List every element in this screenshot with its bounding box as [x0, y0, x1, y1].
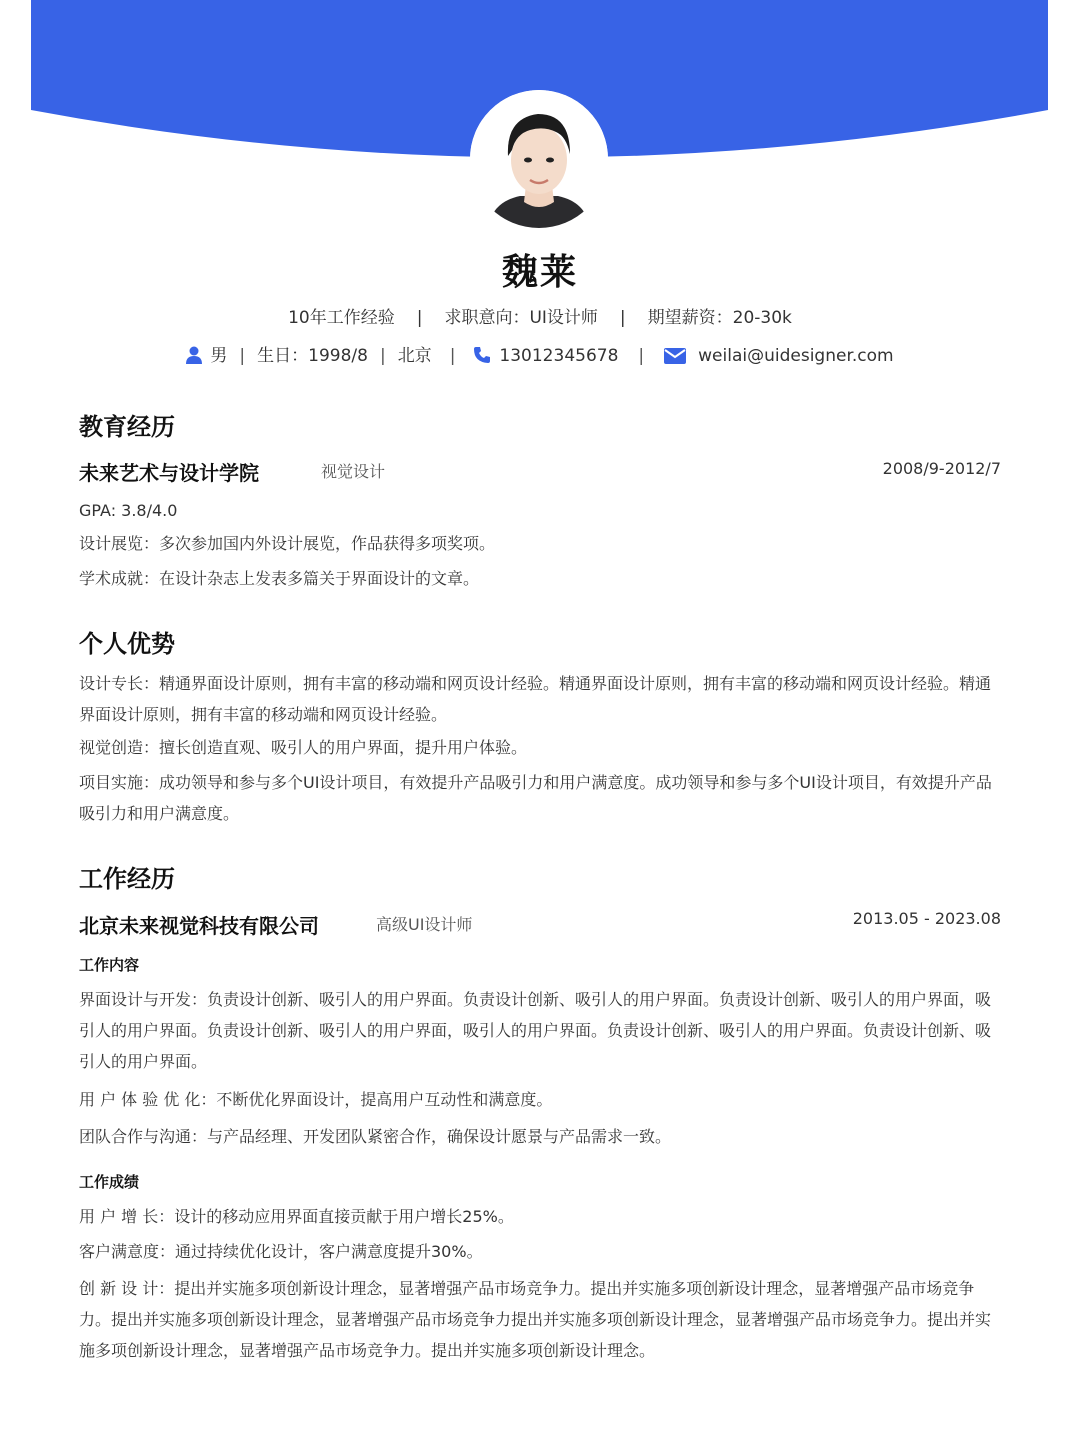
gender: 男 — [210, 346, 228, 366]
expected-salary: 期望薪资：20-30k — [647, 308, 792, 328]
person-icon — [186, 346, 202, 369]
work-heading: 工作经历 — [79, 865, 175, 893]
major: 视觉设计 — [321, 462, 386, 481]
experience-years: 10年工作经验 — [288, 308, 395, 328]
education-date: 2008/9-2012/7 — [882, 459, 1001, 478]
divider: | — [379, 346, 386, 366]
position: 高级UI设计师 — [376, 915, 473, 934]
school-name: 未来艺术与设计学院 — [79, 461, 259, 485]
company-name: 北京未来视觉科技有限公司 — [79, 914, 319, 938]
divider: | — [619, 308, 626, 328]
phone-icon — [473, 346, 491, 369]
work-result-item: 客户满意度：通过持续优化设计，客户满意度提升30%。 — [79, 1242, 483, 1261]
advantage-item: 视觉创造：擅长创造直观、吸引人的用户界面，提升用户体验。 — [79, 738, 528, 757]
contact-row — [0, 341, 1080, 369]
gpa: GPA: 3.8/4.0 — [79, 501, 178, 520]
advantage-item: 设计专长：精通界面设计原则，拥有丰富的移动端和网页设计经验。精通界面设计原则，拥有丰富的移动端和网页设计经验。精通界面设计原则，拥有丰富的移动端和网页设计经验。 — [79, 674, 992, 724]
work-result-item: 用 户 增 长：设计的移动应用界面直接贡献于用户增长25%。 — [79, 1207, 514, 1226]
mail-icon — [664, 348, 686, 369]
divider: | — [239, 346, 246, 366]
phone-number[interactable]: 13012345678 — [499, 346, 619, 366]
candidate-name: 魏莱 — [501, 252, 578, 293]
work-results-heading: 工作成绩 — [79, 1173, 140, 1191]
city: 北京 — [397, 346, 432, 366]
job-intent: 求职意向：UI设计师 — [444, 308, 598, 328]
work-content-heading: 工作内容 — [79, 956, 140, 974]
academic: 学术成就：在设计杂志上发表多篇关于界面设计的文章。 — [79, 569, 480, 588]
work-result-item: 创 新 设 计：提出并实施多项创新设计理念，显著增强产品市场竞争力。提出并实施多项创新设计理念，显著增强产品市场竞争力。提出并实施多项创新设计理念，显著增强产品市场竞争力提出并实施多项创新设计理念，显著增强产品市场竞争力。提出并实施多项创新设计理念，显著增强产品市场竞争力。提出并实施多项创新设计理念。 — [79, 1279, 992, 1360]
work-content-item: 团队合作与沟通：与产品经理、开发团队紧密合作，确保设计愿景与产品需求一致。 — [79, 1127, 672, 1146]
advantages-heading: 个人优势 — [79, 630, 175, 658]
work-content-item: 用 户 体 验 优 化：不断优化界面设计，提高用户互动性和满意度。 — [79, 1090, 553, 1109]
work-content-item: 界面设计与开发：负责设计创新、吸引人的用户界面。负责设计创新、吸引人的用户界面。负责设计创新、吸引人的用户界面，吸引人的用户界面。负责设计创新、吸引人的用户界面，吸引人的用户界面。负责设计创新、吸引人的用户界面。负责设计创新、吸引人的用户界面。 — [79, 990, 992, 1071]
meta-row — [0, 303, 1080, 328]
birthday: 生日：1998/8 — [257, 346, 368, 366]
avatar — [470, 90, 608, 228]
divider: | — [416, 308, 423, 328]
email-address[interactable]: weilai@uidesigner.com — [698, 346, 894, 366]
divider: | — [638, 346, 645, 366]
divider: | — [449, 346, 456, 366]
advantage-item: 项目实施：成功领导和参与多个UI设计项目，有效提升产品吸引力和用户满意度。成功领导和参与多个UI设计项目，有效提升产品吸引力和用户满意度。 — [79, 773, 992, 823]
work-date: 2013.05 - 2023.08 — [852, 909, 1001, 928]
exhibition: 设计展览：多次参加国内外设计展览，作品获得多项奖项。 — [79, 534, 496, 553]
education-heading: 教育经历 — [79, 413, 175, 441]
